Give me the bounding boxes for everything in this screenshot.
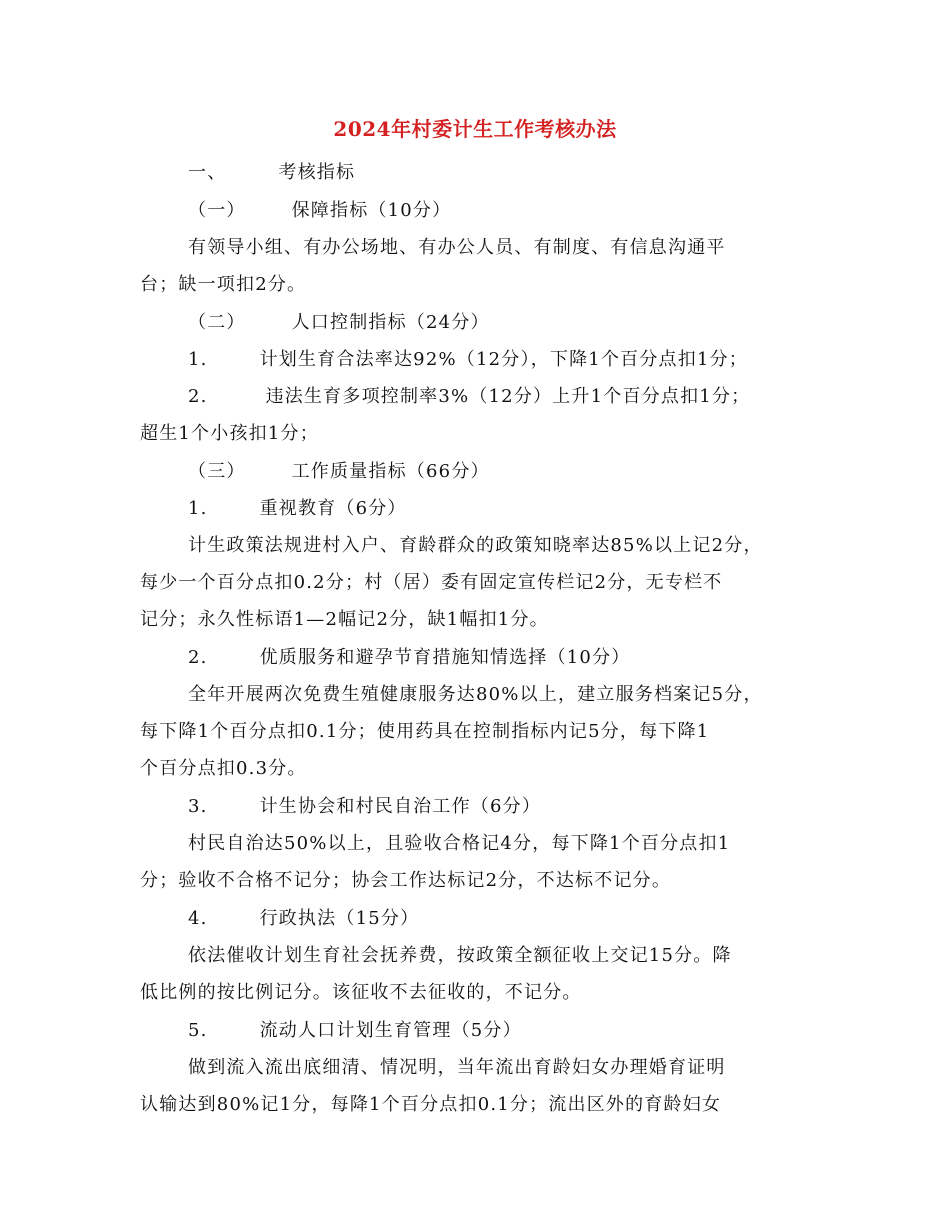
item-number: 5. [188,1020,208,1041]
item-heading [188,794,541,820]
subsection-title: 工作质量指标（66分） [291,461,490,482]
item-number: 4. [188,908,208,929]
paragraph-line: 村民自治达50%以上，且验收合格记4分，每下降1个百分点扣1 [188,833,731,854]
paragraph-line: 做到流入流出底细清、情况明，当年流出育龄妇女办理婚育证明 [188,1057,726,1078]
paragraph-line: 低比例的按比例记分。该征收不去征收的，不记分。 [140,982,582,1003]
paragraph-line: 记分；永久性标语1—2幅记2分，缺1幅扣1分。 [140,609,549,630]
subsection-heading [188,198,451,224]
subsection-title: 保障指标（10分） [291,200,452,221]
subsection-number: （二） [188,312,246,333]
section-heading [188,160,355,186]
subsection-number: （一） [188,200,246,221]
item-text: 计划生育合法率达92%（12分），下降1个百分点扣1分； [259,349,748,370]
item-number: 1. [188,498,208,519]
paragraph-line: 每下降1个百分点扣0.1分；使用药具在控制指标内记5分，每下降1 [140,721,710,742]
item-text: 违法生育多项控制率3%（12分）上升1个百分点扣1分； [265,386,751,407]
paragraph-line: 超生1个小孩扣1分； [140,423,319,444]
item-number: 2. [188,386,208,407]
paragraph-line: 依法催收计划生育社会抚养费，按政策全额征收上交记15分。降 [188,945,732,966]
paragraph-line: 台；缺一项扣2分。 [140,274,307,295]
item-title: 流动人口计划生育管理（5分） [259,1020,522,1041]
item-number: 2. [188,647,208,668]
item-number: 1. [188,349,208,370]
item-heading [188,496,407,522]
list-item [188,347,748,373]
item-number: 3. [188,796,208,817]
paragraph-line: 全年开展两次免费生殖健康服务达80%以上，建立服务档案记5分， [188,684,763,705]
item-heading [188,1018,522,1044]
document-title: 2024年村委计生工作考核办法 [333,117,617,141]
subsection-heading [188,459,490,485]
item-title: 行政执法（15分） [259,908,420,929]
subsection-title: 人口控制指标（24分） [291,312,490,333]
item-title: 重视教育（6分） [259,498,407,519]
item-title: 优质服务和避孕节育措施知情选择（10分） [259,647,631,668]
item-heading [188,906,419,932]
paragraph-line: 个百分点扣0.3分。 [140,758,307,779]
paragraph-line: 每少一个百分点扣0.2分；村（居）委有固定宣传栏记2分，无专栏不 [140,572,723,593]
section-number: 一、 [188,162,227,183]
list-item [188,384,750,410]
paragraph-line: 认输达到80%记1分，每降1个百分点扣0.1分；流出区外的育龄妇女 [140,1094,722,1115]
paragraph-line: 计生政策法规进村入户、育龄群众的政策知晓率达85%以上记2分， [188,535,763,556]
subsection-number: （三） [188,461,246,482]
subsection-heading [188,310,490,336]
section-title: 考核指标 [278,162,356,183]
paragraph-line: 有领导小组、有办公场地、有办公人员、有制度、有信息沟通平 [188,237,726,258]
item-heading [188,645,630,671]
paragraph-line: 分；验收不合格不记分；协会工作达标记2分，不达标不记分。 [140,870,672,891]
item-title: 计生协会和村民自治工作（6分） [259,796,542,817]
